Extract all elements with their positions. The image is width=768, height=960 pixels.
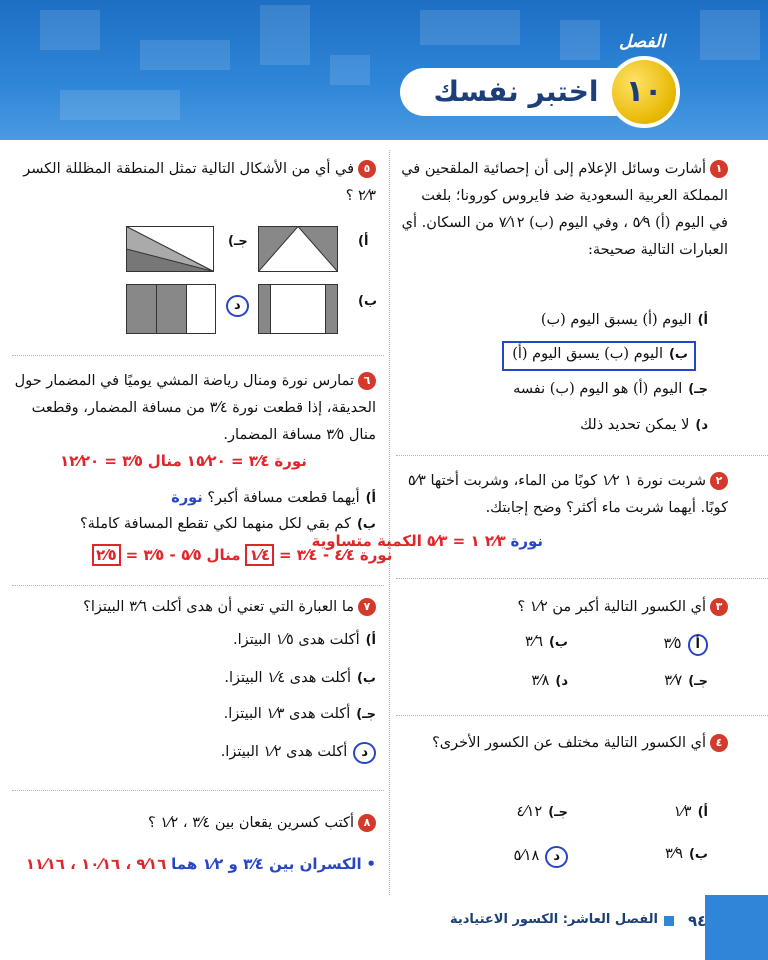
- page-title: اختبر نفسك: [400, 68, 632, 116]
- option-c[interactable]: جـ)أكلت هدى ١⁄٣ البيتزا.: [223, 706, 376, 722]
- shape-option-a: [258, 226, 338, 272]
- question-text: أي الكسور التالية أكبر من ١⁄٢ ؟: [517, 599, 706, 615]
- option-d[interactable]: د: [220, 295, 249, 317]
- question-number: ٢: [710, 472, 728, 490]
- q6-answer-line1: نورة ٣⁄٤ = ١٥⁄٢٠ منال ٣⁄٥ = ١٢⁄٢٠: [60, 452, 307, 470]
- question-text: أكتب كسرين يقعان بين ٣⁄٤ ، ١⁄٢ ؟: [148, 815, 354, 831]
- shape-option-b: [258, 284, 338, 334]
- option-d[interactable]: د٥⁄١٨: [514, 846, 568, 868]
- option-b[interactable]: ب)٣⁄٩: [664, 846, 708, 862]
- question-7: [14, 594, 376, 621]
- chapter-label: الفصل: [618, 32, 666, 52]
- question-text: ما العبارة التي تعني أن هدى أكلت ٣⁄٦ البيتزا؟: [83, 599, 354, 615]
- option-a[interactable]: أ): [358, 234, 369, 249]
- question-text: تمارس نورة ومنال رياضة المشي يوميًا في المضمار حول الحديقة، إذا قطعت نورة ٣⁄٤ من مسافة المضمار، وقطعت منال ٣⁄٥ مسافة المضمار.: [14, 373, 376, 443]
- option-d[interactable]: دأكلت هدى ١⁄٢ البيتزا.: [221, 742, 376, 764]
- question-number: ٣: [710, 598, 728, 616]
- question-5: [14, 156, 376, 210]
- option-d[interactable]: د)لا يمكن تحديد ذلك: [580, 417, 708, 433]
- q2-answer: نورة ٢⁄٣ ١ = ٥⁄٣ الكمية متساوية: [311, 532, 543, 550]
- divider: [12, 355, 384, 356]
- option-d[interactable]: د)٣⁄٨: [531, 673, 568, 689]
- page-number: ٩٤: [688, 912, 707, 930]
- option-b[interactable]: ب): [358, 294, 378, 309]
- question-number: ٥: [358, 160, 376, 178]
- footer-marker: [664, 916, 674, 926]
- option-b[interactable]: ب)٣⁄٦: [524, 634, 568, 650]
- option-b[interactable]: ب)اليوم (ب) يسبق اليوم (أ): [512, 346, 688, 362]
- q6-answer-line2: نورة ٤⁄٤ - ٣⁄٤ = ١⁄٤ منال ٥⁄٥ - ٣⁄٥ = ٢⁄٥: [92, 546, 392, 564]
- option-a[interactable]: أ٣⁄٥: [664, 634, 708, 656]
- question-text: في أي من الأشكال التالية تمثل المنطقة المظللة الكسر ٢⁄٣ ؟: [23, 161, 376, 204]
- divider: [12, 790, 384, 791]
- q6-part-b: ب)كم بقي لكل منهما لكي تقطع المسافة كاملة؟: [79, 516, 376, 532]
- option-c[interactable]: جـ)اليوم (أ) هو اليوم (ب) نفسه: [513, 381, 708, 397]
- question-number: ٧: [358, 598, 376, 616]
- q6-part-a: أ)أيهما قطعت مسافة أكبر؟ نورة: [171, 490, 376, 506]
- shape-option-d: [126, 284, 216, 334]
- shape-option-c: [126, 226, 214, 272]
- chapter-number-badge: ١٠: [608, 56, 680, 128]
- question-text: أشارت وسائل الإعلام إلى أن إحصائية الملقحين في المملكة العربية السعودية ضد فايروس كورونا؛ بلغت في اليوم (أ) ٥⁄٩ ، وفي اليوم (ب) ٧⁄١٢ من السكان. أي العبارات التالية صحيحة:: [401, 161, 728, 258]
- divider: [12, 585, 384, 586]
- column-divider: [389, 150, 390, 895]
- question-number: ٦: [358, 372, 376, 390]
- question-3: [398, 594, 728, 621]
- divider: [396, 455, 768, 456]
- footer-bar: [705, 895, 768, 960]
- option-a[interactable]: أ)أكلت هدى ١⁄٥ البيتزا.: [232, 632, 376, 648]
- option-c[interactable]: جـ)٤⁄١٢: [516, 804, 568, 820]
- question-number: ٤: [710, 734, 728, 752]
- option-a[interactable]: أ)اليوم (أ) يسبق اليوم (ب): [540, 312, 708, 328]
- option-c[interactable]: جـ)٣⁄٧: [664, 673, 708, 689]
- question-2: [398, 468, 728, 522]
- question-1: [398, 156, 728, 264]
- divider: [396, 578, 768, 579]
- question-4: [398, 730, 728, 757]
- question-6: [14, 368, 376, 449]
- option-a[interactable]: أ)١⁄٣: [673, 804, 708, 820]
- divider: [396, 715, 768, 716]
- question-number: ١: [710, 160, 728, 178]
- q8-answer: • الكسران بين ٣⁄٤ و ١⁄٢ هما ٩⁄١٦ ، ١٠⁄١٦ ، ١١⁄١٦: [25, 855, 376, 873]
- option-c[interactable]: جـ): [228, 234, 248, 249]
- question-8: [14, 810, 376, 837]
- question-text: أي الكسور التالية مختلف عن الكسور الأخرى؟: [432, 735, 706, 751]
- question-text: شربت نورة ١ ١⁄٢ كوبًا من الماء، وشربت أختها ٥⁄٣ كوبًا. أيهما شربت ماء أكثر؟ وضح إجابتك.: [407, 473, 728, 516]
- option-b[interactable]: ب)أكلت هدى ١⁄٤ البيتزا.: [224, 670, 376, 686]
- question-number: ٨: [358, 814, 376, 832]
- footer-chapter-title: الفصل العاشر: الكسور الاعتيادية: [449, 912, 658, 927]
